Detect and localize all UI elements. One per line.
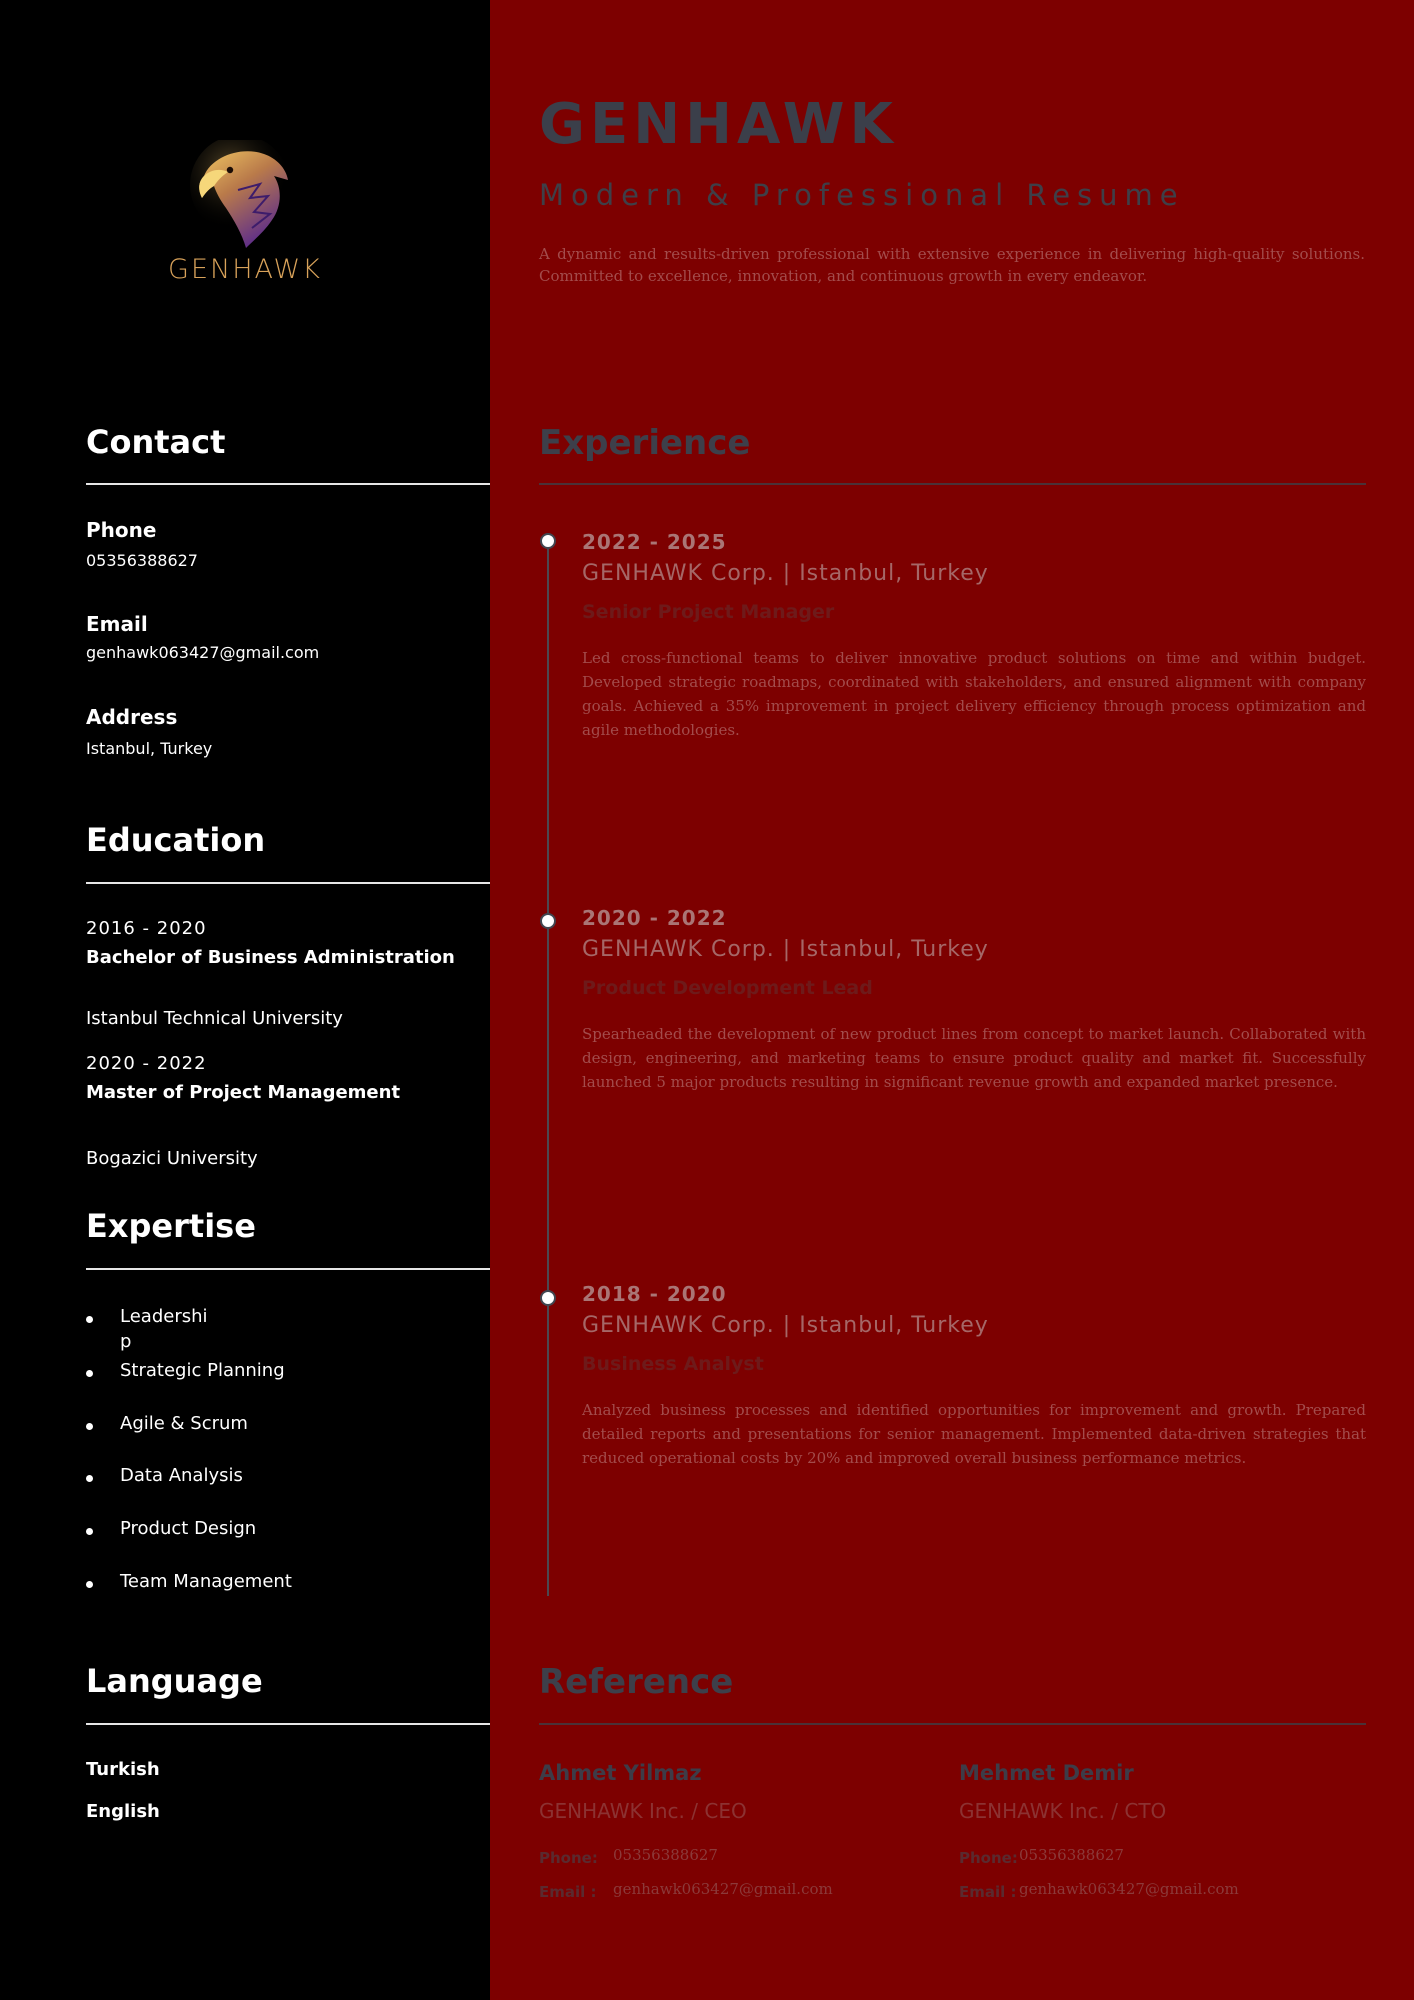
education-degree: Master of Project Management — [86, 1082, 401, 1103]
reference-phone-label: Phone: — [959, 1849, 1018, 1867]
email-label: Email — [86, 612, 148, 636]
reference-email-label: Email : — [959, 1883, 1017, 1901]
contact-heading: Contact — [86, 423, 226, 461]
job-company: GENHAWK Corp. | Istanbul, Turkey — [582, 1313, 989, 1338]
reference-title: GENHAWK Inc. / CEO — [539, 1799, 747, 1823]
address-label: Address — [86, 705, 178, 729]
phone-value: 05356388627 — [86, 551, 198, 570]
language-item: English — [86, 1801, 160, 1822]
job-description: Analyzed business processes and identified opportunities for improvement and growth. Prepared detailed reports and presentations for senior management. Implemented data-driven strategies that reduced operational costs by 20% and improved overall business performance metrics. — [582, 1401, 1366, 1467]
job-years: 2022 - 2025 — [582, 530, 727, 554]
sidebar — [0, 0, 490, 2000]
reference-name: Ahmet Yilmaz — [539, 1761, 702, 1785]
reference-email: genhawk063427@gmail.com — [1019, 1880, 1239, 1898]
bullet-icon — [86, 1528, 93, 1535]
expertise-label: Agile & Scrum — [120, 1413, 248, 1434]
language-heading: Language — [86, 1662, 263, 1700]
address-value: Istanbul, Turkey — [86, 739, 213, 758]
phone-label: Phone — [86, 518, 157, 542]
education-years: 2016 - 2020 — [86, 918, 207, 939]
bullet-icon — [86, 1581, 93, 1588]
job-role: Product Development Lead — [582, 977, 873, 999]
education-years: 2020 - 2022 — [86, 1053, 207, 1074]
education-school: Istanbul Technical University — [86, 1008, 343, 1029]
education-school: Bogazici University — [86, 1148, 258, 1169]
job-role: Business Analyst — [582, 1353, 764, 1375]
reference-title: GENHAWK Inc. / CTO — [959, 1799, 1167, 1823]
job-years: 2018 - 2020 — [582, 1282, 727, 1306]
education-heading: Education — [86, 821, 266, 859]
email-value: genhawk063427@gmail.com — [86, 643, 320, 662]
expertise-divider — [86, 1268, 490, 1270]
reference-divider — [539, 1723, 1366, 1725]
summary-text: A dynamic and results-driven professional with extensive experience in delivering high-quality solutions. Committed to excellence, innovation, and continuous growth in every endeavor. — [539, 245, 1365, 285]
job-years: 2020 - 2022 — [582, 906, 727, 930]
job-description: Spearheaded the development of new product lines from concept to market launch. Collaborated with design, engineering, and marketing teams to ensure product quality and market fit. Successfully launched 5 major products resulting in significant revenue growth and expanded market presence. — [582, 1025, 1366, 1091]
bullet-icon — [86, 1423, 93, 1430]
bullet-icon — [86, 1316, 93, 1323]
timeline-line — [547, 540, 549, 1596]
reference-phone: 05356388627 — [613, 1846, 718, 1864]
expertise-label: Data Analysis — [120, 1465, 243, 1486]
expertise-label: Product Design — [120, 1518, 257, 1539]
resume-name: GENHAWK — [539, 92, 898, 157]
logo — [0, 140, 490, 285]
experience-heading: Experience — [539, 423, 751, 463]
language-item: Turkish — [86, 1759, 160, 1780]
timeline-dot — [540, 533, 556, 549]
job-company: GENHAWK Corp. | Istanbul, Turkey — [582, 937, 989, 962]
education-divider — [86, 882, 490, 884]
expertise-label: Team Management — [120, 1571, 292, 1592]
reference-name: Mehmet Demir — [959, 1761, 1134, 1785]
reference-email: genhawk063427@gmail.com — [613, 1880, 833, 1898]
bullet-icon — [86, 1475, 93, 1482]
reference-phone: 05356388627 — [1019, 1846, 1124, 1864]
reference-phone-label: Phone: — [539, 1849, 598, 1867]
main-content — [490, 0, 1414, 2000]
job-company: GENHAWK Corp. | Istanbul, Turkey — [582, 561, 989, 586]
timeline-dot — [540, 1290, 556, 1306]
reference-heading: Reference — [539, 1662, 734, 1702]
bullet-icon — [86, 1370, 93, 1377]
reference-email-label: Email : — [539, 1883, 597, 1901]
experience-divider — [539, 483, 1366, 485]
education-degree: Bachelor of Business Administration — [86, 947, 455, 968]
job-description: Led cross-functional teams to deliver innovative product solutions on time and within budget. Developed strategic roadmaps, coordinated with stakeholders, and ensured alignment with company goals. Achieved a 35% improvement in project delivery efficiency through process optimization and agile methodologies. — [582, 649, 1366, 739]
logo-text: GENHAWK — [168, 254, 322, 285]
expertise-label: Leadershi p — [120, 1306, 208, 1352]
expertise-label: Strategic Planning — [120, 1360, 285, 1381]
resume-subtitle: Modern & Professional Resume — [539, 178, 1185, 212]
language-divider — [86, 1723, 490, 1725]
eagle-head-icon — [190, 140, 300, 252]
job-role: Senior Project Manager — [582, 601, 835, 623]
timeline-dot — [540, 913, 556, 929]
expertise-heading: Expertise — [86, 1207, 256, 1245]
contact-divider — [86, 483, 490, 485]
